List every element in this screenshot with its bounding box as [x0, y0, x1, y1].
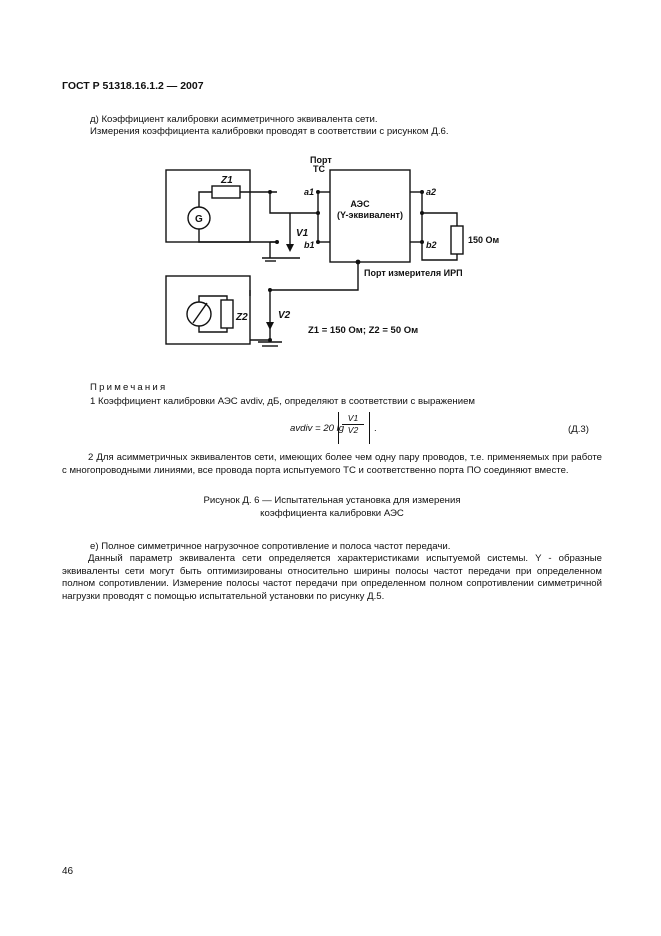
figure-d6-diagram — [0, 0, 661, 380]
aes-label-1: АЭС — [350, 199, 370, 209]
z1-label: Z1 — [221, 175, 233, 186]
load-resistor — [451, 226, 463, 254]
terminal-a1: a1 — [304, 187, 315, 197]
formula-denominator: V2 — [347, 425, 359, 435]
section-e-text: Данный параметр эквивалента сети определяется характеристиками испытуемой системы. Y - образные эквиваленты сети могут быть оптимизированы относительно ширины полосы частот передачи при определенном полном сопротивлении. Измерение полосы частот передачи при определенном полном сопротивлении симметричной нагрузки проводят с помощью испытательной установки по рисунку Д.5. — [62, 553, 602, 602]
generator-label: G — [195, 214, 203, 225]
formula-number: (Д.3) — [568, 424, 589, 435]
note-1: 1 Коэффициент калибровки АЭС avdiv, дБ, определяют в соответствии с выражением — [90, 396, 476, 407]
formula-lhs: avdiv = 20 lg — [290, 423, 345, 434]
figure-caption-line1: Рисунок Д. 6 — Испытательная установка для измерения — [203, 495, 461, 506]
note-2: 2 Для асимметричных эквивалентов сети, имеющих более чем одну пару проводов, т.е. применяемых при работе с многопроводными линиями, все провода порта испытуемого ТС и соответственно порта ПО соединяют вместе. — [62, 452, 602, 476]
figure-caption-line2: коэффициента калибровки АЭС — [260, 508, 404, 519]
component-values: Z1 = 150 Ом; Z2 = 50 Ом — [308, 325, 419, 336]
z2-label: Z2 — [236, 312, 248, 323]
aes-label-2: (Y-эквивалент) — [337, 210, 403, 220]
z1-resistor — [212, 186, 240, 198]
port-meter-label: Порт измерителя ИРП — [364, 268, 463, 278]
section-e-title: е) Полное симметричное нагрузочное сопротивление и полоса частот передачи. — [90, 541, 451, 552]
terminal-b1: b1 — [304, 240, 315, 250]
formula-numerator: V1 — [342, 413, 364, 425]
load-label: 150 Ом — [468, 235, 500, 245]
v2-label: V2 — [278, 310, 291, 321]
terminal-b2: b2 — [426, 240, 437, 250]
terminal-a2: a2 — [426, 187, 437, 197]
document-header: ГОСТ Р 51318.16.1.2 — 2007 — [62, 80, 204, 92]
v1-label: V1 — [296, 228, 309, 239]
section-d-title: д) Коэффициент калибровки асимметричного эквивалента сети. — [90, 114, 378, 125]
formula-fraction — [342, 413, 364, 435]
generator-enclosure — [166, 170, 250, 242]
notes-title: Примечания — [90, 382, 168, 393]
port-tc-label-2: ТС — [313, 164, 325, 174]
z2-resistor — [221, 300, 233, 328]
port-tc-label-1: Порт — [310, 155, 332, 165]
meter-enclosure — [166, 276, 250, 344]
section-d-text: Измерения коэффициента калибровки проводят в соответствии с рисунком Д.6. — [90, 126, 449, 137]
page-number: 46 — [62, 866, 74, 877]
